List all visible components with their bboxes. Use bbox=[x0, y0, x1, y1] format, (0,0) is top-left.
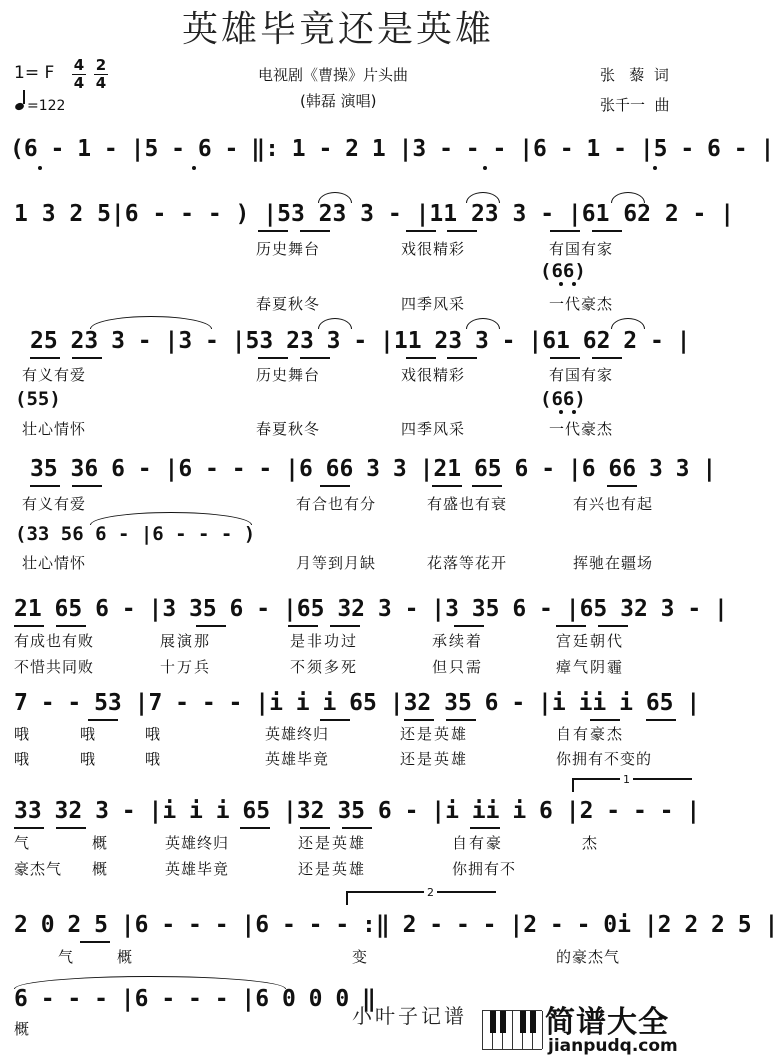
lyric-line-2a-3: 有国有家 bbox=[549, 240, 614, 258]
lyric-line-6a-4: 英雄终归 bbox=[265, 725, 330, 743]
lyric-line-5a-2: 展演那 bbox=[160, 632, 212, 650]
lyric-line-4b-2: 月等到月缺 bbox=[296, 554, 377, 572]
lyric-line-4a-4: 有兴也有起 bbox=[573, 495, 654, 513]
key-signature: 1= F bbox=[14, 63, 55, 83]
score-row-2: 1 3 2 5|6 - - - ) |53 23 3 - |11 23 3 - |61 62 2 - | bbox=[14, 201, 735, 227]
volta-2-label: 2 bbox=[424, 887, 437, 898]
lyric-line-7a-5: 自有豪 bbox=[452, 834, 504, 852]
lyric-line-5b-3: 不须多死 bbox=[290, 658, 359, 676]
lyric-line-5b-2: 十万兵 bbox=[160, 658, 212, 676]
time-signature-4-4: 4 4 bbox=[73, 56, 85, 92]
lyric-line-5a-5: 宫廷朝代 bbox=[556, 632, 625, 650]
lyric-line-5a-4: 承续着 bbox=[432, 632, 484, 650]
lyric-line-4a-3: 有盛也有衰 bbox=[427, 495, 508, 513]
lyric-line-5a-1: 有成也有败 bbox=[14, 632, 95, 650]
lyric-line-3b-1: 壮心情怀 bbox=[22, 420, 87, 438]
alt-notes-row-3-left: (55) bbox=[15, 388, 61, 410]
performer-line: (韩磊 演唱) bbox=[300, 92, 377, 110]
score-row-3: 25 23 3 - |3 - |53 23 3 - |11 23 3 - |61 62 2 - | bbox=[30, 328, 691, 354]
lyric-line-7a-3: 英雄终归 bbox=[165, 834, 230, 852]
score-row-5: 21 65 6 - |3 35 6 - |65 32 3 - |3 35 6 - |65 32 3 - | bbox=[14, 596, 728, 622]
lyric-line-6b-5: 还是英雄 bbox=[400, 750, 469, 768]
score-row-8: 2 0 2 5 |6 - - - |6 - - - :‖ 2 - - - |2 - - 0i |2 2 2 5 | bbox=[14, 912, 778, 938]
lyric-line-5a-3: 是非功过 bbox=[290, 632, 359, 650]
lyric-line-6a-5: 还是英雄 bbox=[400, 725, 469, 743]
lyric-line-2b-1: 春夏秋冬 bbox=[256, 295, 321, 313]
score-row-7: 33 32 3 - |i i i 65 |32 35 6 - |i ii i 6 |2 - - - | bbox=[14, 798, 701, 824]
lyric-line-2b-2: 四季风采 bbox=[401, 295, 466, 313]
lyric-line-7a-1: 气 bbox=[14, 834, 31, 852]
lyric-line-2a-1: 历史舞台 bbox=[256, 240, 321, 258]
lyric-line-4a-2: 有合也有分 bbox=[296, 495, 377, 513]
composer-credit: 张千一 曲 bbox=[600, 96, 670, 114]
lyric-line-6b-6: 你拥有不变的 bbox=[556, 750, 653, 768]
tempo-marking: =122 bbox=[27, 98, 66, 114]
lyric-line-7b-4: 还是英雄 bbox=[298, 860, 367, 878]
lyric-line-6a-3: 哦 bbox=[145, 725, 162, 743]
score-row-4: 35 36 6 - |6 - - - |6 66 3 3 |21 65 6 - |6 66 3 3 | bbox=[30, 456, 717, 482]
lyric-line-8-3: 变 bbox=[352, 948, 369, 966]
lyric-line-7b-3: 英雄毕竟 bbox=[165, 860, 230, 878]
lyric-line-7a-6: 杰 bbox=[582, 834, 599, 852]
lyric-line-7a-2: 概 bbox=[92, 834, 109, 852]
lyric-line-2b-3: 一代豪杰 bbox=[549, 295, 614, 313]
alt-notes-row-4: (33 56 6 - |6 - - - ) bbox=[15, 523, 256, 545]
lyric-line-8-1: 气 bbox=[58, 948, 75, 966]
lyric-line-9-1: 概 bbox=[14, 1020, 31, 1038]
alt-notes-row-2: (66) bbox=[540, 260, 586, 282]
score-row-6: 7 - - 53 |7 - - - |i i i 65 |32 35 6 - |i ii i 65 | bbox=[14, 690, 701, 716]
lyric-line-5b-5: 瘴气阴霾 bbox=[556, 658, 625, 676]
lyric-line-6b-2: 哦 bbox=[80, 750, 97, 768]
lyric-line-3a-2: 历史舞台 bbox=[256, 366, 321, 384]
score-row-9: 6 - - - |6 - - - |6 0 0 0 ‖ bbox=[14, 986, 376, 1012]
source-line: 电视剧《曹操》片头曲 bbox=[258, 66, 409, 84]
lyric-line-6b-3: 哦 bbox=[145, 750, 162, 768]
lyric-line-4b-1: 壮心情怀 bbox=[22, 554, 87, 572]
piano-keys-icon bbox=[482, 1010, 542, 1050]
lyric-line-5b-1: 不惜共同败 bbox=[14, 658, 95, 676]
lyric-line-6b-1: 哦 bbox=[14, 750, 31, 768]
lyric-line-6a-2: 哦 bbox=[80, 725, 97, 743]
lyric-line-6a-6: 自有豪杰 bbox=[556, 725, 625, 743]
lyric-line-3a-4: 有国有家 bbox=[549, 366, 614, 384]
lyric-line-3b-3: 四季风采 bbox=[401, 420, 466, 438]
transcriber-signature: 小叶子记谱 bbox=[352, 1004, 467, 1028]
lyric-line-3a-3: 戏很精彩 bbox=[401, 366, 466, 384]
lyricist-credit: 张 藜 词 bbox=[600, 66, 669, 84]
alt-notes-row-3-right: (66) bbox=[540, 388, 586, 410]
lyric-line-3b-4: 一代豪杰 bbox=[549, 420, 614, 438]
lyric-line-4b-4: 挥驰在疆场 bbox=[573, 554, 654, 572]
lyric-line-7b-2: 概 bbox=[92, 860, 109, 878]
lyric-line-8-4: 的豪杰气 bbox=[556, 948, 621, 966]
lyric-line-6b-4: 英雄毕竟 bbox=[265, 750, 330, 768]
score-row-1: (6 - 1 - |5 - 6 - ‖: 1 - 2 1 |3 - - - |6 - 1 - |5 - 6 - | bbox=[10, 136, 775, 162]
volta-1-label: 1 bbox=[620, 774, 633, 785]
lyric-line-3a-1: 有义有爱 bbox=[22, 366, 87, 384]
lyric-line-2a-2: 戏很精彩 bbox=[401, 240, 466, 258]
lyric-line-4b-3: 花落等花开 bbox=[427, 554, 508, 572]
lyric-line-3b-2: 春夏秋冬 bbox=[256, 420, 321, 438]
lyric-line-7b-1: 豪杰气 bbox=[14, 860, 63, 878]
lyric-line-4a-1: 有义有爱 bbox=[22, 495, 87, 513]
lyric-line-7a-4: 还是英雄 bbox=[298, 834, 367, 852]
lyric-line-5b-4: 但只需 bbox=[432, 658, 484, 676]
song-title: 英雄毕竟还是英雄 bbox=[182, 9, 495, 50]
lyric-line-6a-1: 哦 bbox=[14, 725, 31, 743]
lyric-line-8-2: 概 bbox=[117, 948, 134, 966]
lyric-line-7b-5: 你拥有不 bbox=[452, 860, 517, 878]
time-signature-2-4: 2 4 bbox=[95, 56, 107, 92]
site-url: jianpudq.com bbox=[548, 1036, 678, 1056]
site-brand-name: 简谱大全 bbox=[545, 1005, 669, 1040]
